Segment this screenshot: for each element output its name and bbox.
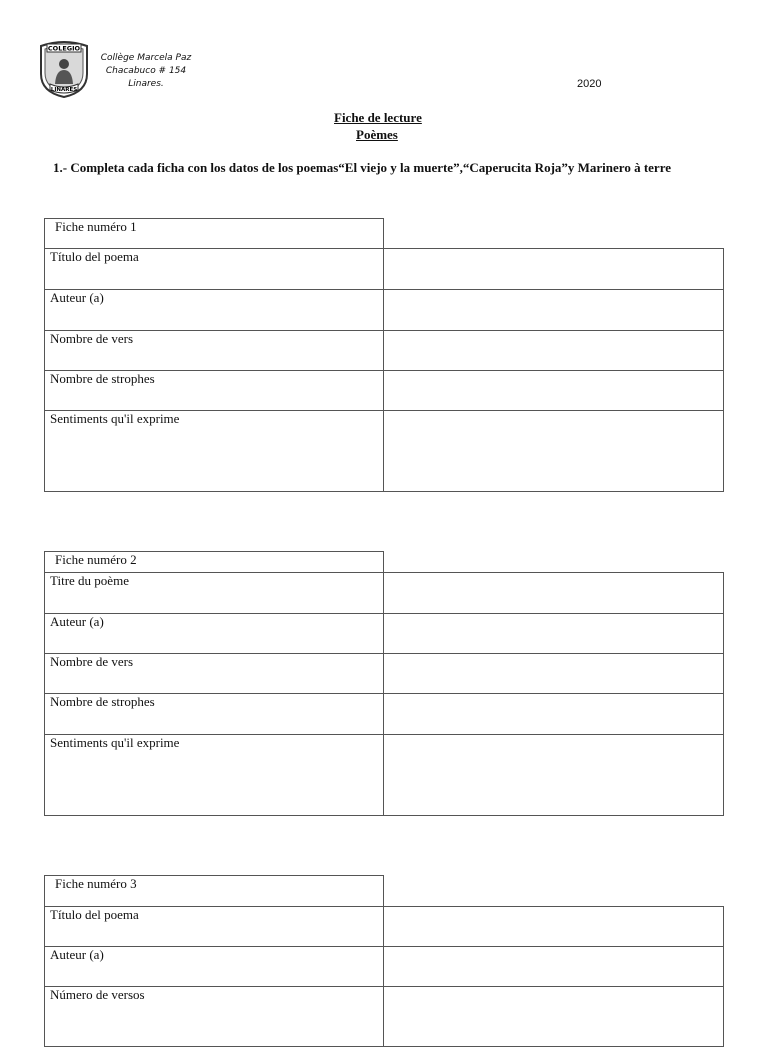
school-crest-logo [38,40,90,98]
year: 2020 [577,78,602,90]
title-line-2: Poèmes [356,127,398,142]
school-name: Collège Marcela Paz [100,53,192,63]
card-answer-cell [383,946,724,987]
card-answer-cell [383,734,724,816]
card-row-label: Título del poema [50,907,139,922]
card-heading: Fiche numéro 3 [55,876,137,891]
card-answer-cell [383,248,724,290]
school-address: Chacabuco # 154 [105,66,187,76]
card-answer-cell [383,693,724,735]
card-row-label: Sentiments qu'il exprime [50,411,180,426]
card-row-label: Título del poema [50,249,139,264]
card-answer-cell [383,572,724,614]
logo-text-bottom: LINARES [50,87,78,93]
card-row-label: Nombre de strophes [50,371,155,386]
card-row-label: Auteur (a) [50,290,104,305]
card-row-label: Nombre de strophes [50,694,155,709]
instruction: 1.- Completa cada ficha con los datos de los poemas“El viejo y la muerte”,“Caperucita Roja”y Marinero à terre [53,160,672,175]
card-row-label: Nombre de vers [50,654,134,669]
card-answer-cell [383,613,724,654]
card-row-label: Auteur (a) [50,614,104,629]
card-answer-cell [383,370,724,411]
card-row-label: Número de versos [50,987,145,1002]
title-line-1: Fiche de lecture [334,110,422,125]
card-answer-cell [383,330,724,371]
card-answer-cell [383,410,724,492]
school-info [96,52,196,91]
logo-text-top: COLEGIO [47,44,81,53]
card-row-label: Sentiments qu'il exprime [50,735,180,750]
card-row-label: Auteur (a) [50,947,104,962]
card-answer-cell [383,289,724,331]
card-answer-cell [383,986,724,1047]
card-heading: Fiche numéro 2 [55,552,137,567]
card-heading: Fiche numéro 1 [55,219,137,234]
card-row-label: Titre du poème [50,573,129,588]
card-answer-cell [383,906,724,947]
school-city: Linares. [128,79,164,89]
card-answer-cell [383,653,724,694]
card-row-label: Nombre de vers [50,331,134,346]
